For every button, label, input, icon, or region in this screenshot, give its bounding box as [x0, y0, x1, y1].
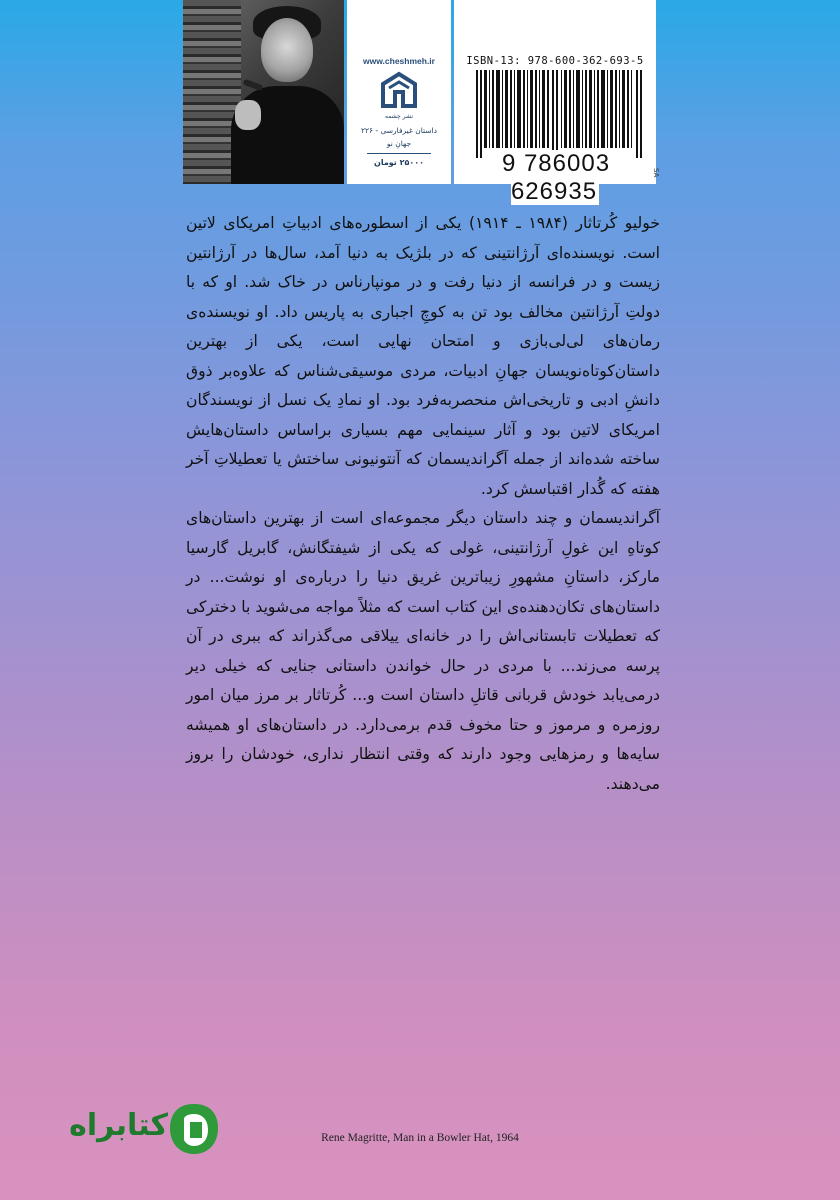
- description-paragraph-1: خولیو کُرتاثار (۱۹۸۴ ـ ۱۹۱۴) یکی از اسطوره‌های ادبیاتِ امریکای لاتین است. نویسنده‌ای آرژانتینی که در بلژیک به دنیا آمد، سال‌ها در آرژانتین زیست و در فرانسه از دنیا رفت و در مونپارناس در خاک شد. او که با دولتِ آرژانتین مخالف بود تن به کوچِ اجباری به پاریس داد. او نویسنده‌ی رمان‌های لی‌لی‌بازی و امتحان نهایی است، یکی از بهترین داستان‌کوتاه‌نویسان جهانِ ادبیات، مردی موسیقی‌شناس که علاوه‌بر ذوق دانشِ ادبی و تاریخی‌اش منحصربه‌فرد بود. او نمادِ یک نسل از نویسندگان امریکای لاتین بود و آثار سینمایی مهم بسیاری براساس داستان‌هایش ساخته شده‌اند از جمله آگراندیسمان که آنتونیونی ساختش یا تعطیلاتِ آخر هفته که گُدار اقتباسش کرد.: [186, 214, 660, 498]
- series-label: داستان غیرفارسی - ۲۲۶: [360, 126, 438, 135]
- publisher-block: [347, 0, 451, 184]
- cover-art-caption: Rene Magritte, Man in a Bowler Hat, 1964: [321, 1132, 519, 1144]
- isbn-label: ISBN-13: 978-600-362-693-5: [466, 55, 644, 67]
- subseries-label: جهانِ نو: [386, 139, 412, 148]
- book-leaf-icon: [168, 1100, 220, 1156]
- barcode-block: [454, 0, 656, 205]
- description-paragraph-2: آگراندیسمان و چند داستان دیگر مجموعه‌ای است از بهترین داستان‌های کوتاهِ این غولِ آرژانتینی، غولی که یکی از شیفتگانش، گابریل گارسیا مارکز، داستانِ مشهورِ زیباترین غریق دنیا را درباره‌ی او نوشت... در داستان‌های تکان‌دهنده‌ی این کتاب است که مثلاً مواجه می‌شوید با دخترکی که تعطیلات تابستانی‌اش را در خانه‌ای ییلاقی می‌گذراند که ببری در آن پرسه می‌زند... با مردی در حال خواندن داستانی جنایی که خیلی دیر درمی‌یابد خودش قربانی قاتلِ داستان است و... کُرتاثار بر مرز میان امور روزمره و مرموز و حتا مخوف قدم برمی‌دارد. در داستان‌های او همیشه سایه‌ها و رمزهایی وجود دارند که وقتی انتظار نداری، خودشان را بروز می‌دهند.: [186, 509, 660, 793]
- price-label: ۲۵۰۰۰ تومان: [373, 158, 424, 167]
- store-logo[interactable]: [40, 1100, 220, 1156]
- publisher-name: نشر چشمه: [385, 113, 413, 120]
- author-hand: [235, 100, 261, 130]
- book-description: [186, 209, 660, 799]
- store-name: کتابراه: [69, 1108, 168, 1143]
- barcode-number: 9 786003 626935: [501, 150, 611, 205]
- publisher-website[interactable]: www.cheshmeh.ir: [363, 56, 435, 66]
- author-face: [261, 18, 313, 82]
- author-photo: [183, 0, 344, 184]
- divider: [367, 153, 431, 154]
- publisher-logo-icon: [379, 70, 419, 110]
- side-tag: SA: [652, 168, 660, 178]
- pipe-icon: [243, 79, 264, 91]
- barcode-icon: [476, 70, 644, 158]
